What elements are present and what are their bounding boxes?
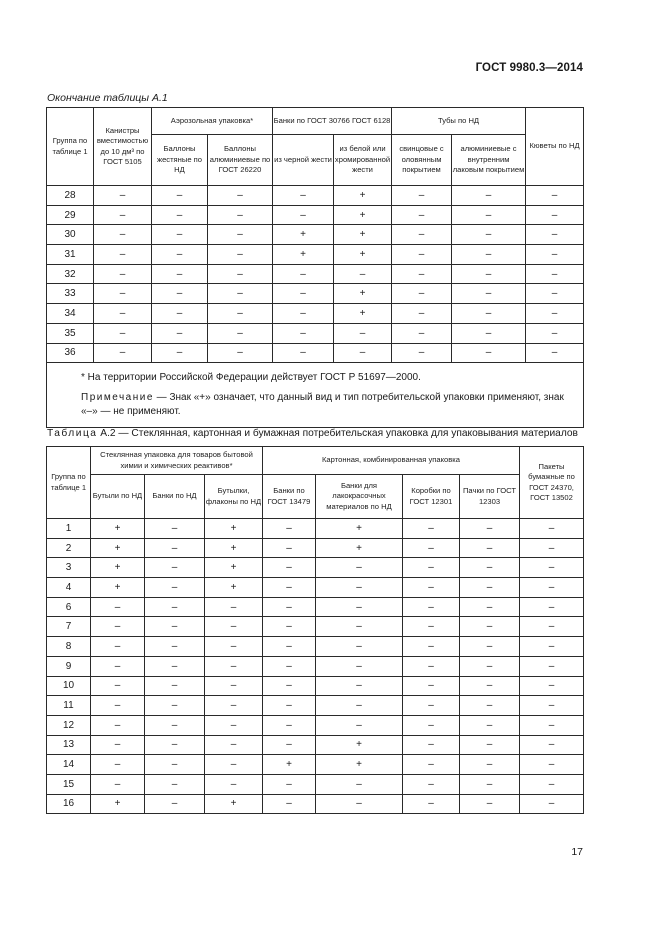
table-cell: – <box>205 715 263 735</box>
table-cell: – <box>403 794 460 814</box>
table-cell: – <box>94 186 152 206</box>
table-cell: – <box>94 284 152 304</box>
table-cell: + <box>205 538 263 558</box>
row-group-number: 32 <box>47 264 94 284</box>
header-bottles: Бутыли по НД <box>91 475 145 519</box>
table-cell: – <box>403 755 460 775</box>
row-group-number: 29 <box>47 205 94 225</box>
table-cell: – <box>452 284 526 304</box>
table-row <box>47 696 584 716</box>
table-cell: – <box>460 715 520 735</box>
note-label: Примечание <box>81 392 154 404</box>
table-cell: – <box>208 304 273 324</box>
table-cell: + <box>91 538 145 558</box>
table-cell: – <box>273 186 334 206</box>
table-cell: – <box>205 755 263 775</box>
header-cans-white: из белой или хромированной жести <box>334 135 392 186</box>
table-row <box>47 715 584 735</box>
header-group: Группа по таблице 1 <box>47 108 94 186</box>
table-cell: – <box>145 637 205 657</box>
table-cell: – <box>403 538 460 558</box>
table-cell: – <box>460 774 520 794</box>
table-cell: + <box>316 735 403 755</box>
table-cell: – <box>263 637 316 657</box>
table-cell: – <box>91 696 145 716</box>
table-cell: – <box>263 578 316 598</box>
row-group-number: 13 <box>47 735 91 755</box>
table-cell: – <box>392 304 452 324</box>
row-group-number: 15 <box>47 774 91 794</box>
table-row <box>47 755 584 775</box>
table-cell: – <box>145 715 205 735</box>
table-cell: – <box>145 578 205 598</box>
table-cell: – <box>208 343 273 363</box>
table-cell: + <box>316 755 403 775</box>
table-row <box>47 284 584 304</box>
table-cell: + <box>205 519 263 539</box>
table-cell: – <box>520 558 584 578</box>
table-cell: – <box>403 637 460 657</box>
table-cell: – <box>263 617 316 637</box>
header-group: Группа по таблице 1 <box>47 447 91 519</box>
table-cell: – <box>316 676 403 696</box>
table-cell: – <box>263 597 316 617</box>
table-cell: – <box>91 676 145 696</box>
table-row <box>47 597 584 617</box>
table-row <box>47 245 584 265</box>
table-cell: – <box>316 597 403 617</box>
table-cell: – <box>205 637 263 657</box>
row-group-number: 16 <box>47 794 91 814</box>
table-cell: – <box>91 715 145 735</box>
table1-footnote: * На территории Российской Федерации действует ГОСТ Р 51697—2000. <box>47 363 584 386</box>
table-cell: – <box>263 715 316 735</box>
header-cans-black: из черной жести <box>273 135 334 186</box>
table-cell: + <box>316 538 403 558</box>
header-aerosol-alu: Баллоны алюминиевые по ГОСТ 26220 <box>208 135 273 186</box>
row-group-number: 12 <box>47 715 91 735</box>
table-cell: – <box>273 205 334 225</box>
table-row <box>47 774 584 794</box>
table-cell: – <box>392 284 452 304</box>
table-cell: – <box>91 656 145 676</box>
table-cell: – <box>452 225 526 245</box>
table-cell: + <box>91 794 145 814</box>
table-cell: – <box>520 617 584 637</box>
table-row <box>47 735 584 755</box>
table-cell: – <box>520 597 584 617</box>
table-cell: – <box>94 245 152 265</box>
table-cell: – <box>316 774 403 794</box>
table-cell: – <box>145 558 205 578</box>
table-cell: – <box>460 676 520 696</box>
header-cuvettes: Кюветы по НД <box>526 108 584 186</box>
table-cell: – <box>452 343 526 363</box>
table-cell: – <box>91 755 145 775</box>
table-cell: – <box>273 284 334 304</box>
table-row <box>47 343 584 363</box>
table-row <box>47 323 584 343</box>
table-cell: – <box>460 696 520 716</box>
row-group-number: 2 <box>47 538 91 558</box>
table-cell: – <box>334 343 392 363</box>
table-cell: – <box>526 304 584 324</box>
row-group-number: 3 <box>47 558 91 578</box>
table-cell: – <box>91 774 145 794</box>
row-group-number: 33 <box>47 284 94 304</box>
table-row <box>47 304 584 324</box>
table-cell: – <box>208 284 273 304</box>
table-cell: – <box>403 656 460 676</box>
header-jars: Банки по НД <box>145 475 205 519</box>
table-cell: – <box>403 735 460 755</box>
table-cell: – <box>520 578 584 598</box>
table-cell: + <box>334 225 392 245</box>
table-cell: – <box>152 186 208 206</box>
table-cell: – <box>520 774 584 794</box>
table2-caption <box>47 428 578 439</box>
table-cell: – <box>403 715 460 735</box>
table-cell: – <box>520 715 584 735</box>
table-cell: – <box>316 578 403 598</box>
table-cell: – <box>334 264 392 284</box>
table-cell: – <box>208 264 273 284</box>
table-cell: – <box>152 245 208 265</box>
table-cell: – <box>263 558 316 578</box>
table-cell: – <box>392 225 452 245</box>
table-cell: – <box>520 637 584 657</box>
table-cell: – <box>526 284 584 304</box>
table-cell: – <box>460 597 520 617</box>
table-cell: – <box>205 617 263 637</box>
table-cell: + <box>205 578 263 598</box>
table-cell: – <box>403 558 460 578</box>
table-cell: – <box>452 304 526 324</box>
table-row <box>47 617 584 637</box>
table-cell: + <box>205 558 263 578</box>
table-cell: – <box>520 538 584 558</box>
table-row <box>47 225 584 245</box>
table-cell: – <box>273 343 334 363</box>
table-cell: – <box>392 245 452 265</box>
row-group-number: 36 <box>47 343 94 363</box>
table-cell: – <box>91 637 145 657</box>
table-cell: – <box>263 794 316 814</box>
header-carton-cans: Банки по ГОСТ 13479 <box>263 475 316 519</box>
table-cell: – <box>145 696 205 716</box>
table-cell: – <box>392 323 452 343</box>
table-cell: – <box>316 794 403 814</box>
table-cell: – <box>452 323 526 343</box>
table-cell: – <box>205 676 263 696</box>
table-cell: – <box>208 186 273 206</box>
table-cell: – <box>145 617 205 637</box>
table-row <box>47 578 584 598</box>
table-row <box>47 637 584 657</box>
page-number: 17 <box>571 846 583 858</box>
table-cell: + <box>334 284 392 304</box>
table-cell: – <box>526 225 584 245</box>
table-cell: – <box>273 264 334 284</box>
table-cell: – <box>91 597 145 617</box>
table-cell: – <box>526 205 584 225</box>
table-cell: – <box>263 696 316 716</box>
table-cell: – <box>520 676 584 696</box>
table-cell: – <box>263 538 316 558</box>
table-cell: – <box>94 225 152 245</box>
table-cell: + <box>263 755 316 775</box>
table-cell: – <box>145 735 205 755</box>
table-row <box>47 186 584 206</box>
table1-caption: Окончание таблицы А.1 <box>47 92 168 104</box>
table-cell: – <box>526 343 584 363</box>
table-cell: – <box>91 735 145 755</box>
table-cell: – <box>520 735 584 755</box>
header-cans: Банки по ГОСТ 30766 ГОСТ 6128 <box>273 108 392 135</box>
header-aerosol-steel: Баллоны жестяные по НД <box>152 135 208 186</box>
table-cell: – <box>520 519 584 539</box>
row-group-number: 8 <box>47 637 91 657</box>
table-a2 <box>46 446 584 814</box>
header-carton: Картонная, комбинированная упаковка <box>263 447 520 475</box>
table-cell: – <box>403 696 460 716</box>
row-group-number: 11 <box>47 696 91 716</box>
header-bags: Пакеты бумажные по ГОСТ 24370, ГОСТ 13502 <box>520 447 584 519</box>
table-cell: – <box>403 774 460 794</box>
table-cell: – <box>263 774 316 794</box>
table-cell: – <box>205 735 263 755</box>
table-cell: – <box>145 519 205 539</box>
table-cell: – <box>316 715 403 735</box>
table-cell: – <box>460 558 520 578</box>
table-cell: – <box>94 264 152 284</box>
table-cell: – <box>452 205 526 225</box>
header-glass: Стеклянная упаковка для товаров бытовой химии и химических реактивов* <box>91 447 263 475</box>
table-cell: – <box>263 519 316 539</box>
table-cell: – <box>460 519 520 539</box>
table-cell: + <box>273 225 334 245</box>
row-group-number: 6 <box>47 597 91 617</box>
table-cell: – <box>152 284 208 304</box>
row-group-number: 1 <box>47 519 91 539</box>
table-cell: – <box>94 304 152 324</box>
table-cell: – <box>316 637 403 657</box>
table-cell: – <box>392 343 452 363</box>
table-cell: – <box>208 225 273 245</box>
table-cell: – <box>403 597 460 617</box>
row-group-number: 35 <box>47 323 94 343</box>
table-cell: – <box>460 794 520 814</box>
table-cell: – <box>460 617 520 637</box>
table-row <box>47 264 584 284</box>
table-cell: + <box>205 794 263 814</box>
row-group-number: 14 <box>47 755 91 775</box>
table-cell: – <box>205 774 263 794</box>
note-text: — Знак «+» означает, что данный вид и тип потребительской упаковки применяют, знак «–» — не применяют. <box>81 392 564 418</box>
table-cell: + <box>316 519 403 539</box>
table-cell: – <box>152 264 208 284</box>
header-boxes: Коробки по ГОСТ 12301 <box>403 475 460 519</box>
table-cell: – <box>452 245 526 265</box>
table-cell: – <box>263 676 316 696</box>
table-cell: – <box>403 617 460 637</box>
table-cell: – <box>152 304 208 324</box>
table-cell: – <box>460 755 520 775</box>
table-cell: – <box>145 755 205 775</box>
row-group-number: 28 <box>47 186 94 206</box>
table-cell: + <box>91 558 145 578</box>
table-a1-end <box>46 107 584 428</box>
table-cell: – <box>526 323 584 343</box>
table-cell: – <box>205 656 263 676</box>
table-row <box>47 676 584 696</box>
row-group-number: 34 <box>47 304 94 324</box>
table-cell: – <box>460 578 520 598</box>
table-cell: – <box>403 578 460 598</box>
table-cell: – <box>145 676 205 696</box>
table-cell: – <box>520 656 584 676</box>
table-cell: – <box>152 323 208 343</box>
table-cell: – <box>334 323 392 343</box>
header-tubes: Тубы по НД <box>392 108 526 135</box>
row-group-number: 9 <box>47 656 91 676</box>
table-cell: – <box>263 735 316 755</box>
header-packs: Пачки по ГОСТ 12303 <box>460 475 520 519</box>
table-cell: – <box>152 205 208 225</box>
table-cell: – <box>452 186 526 206</box>
table-cell: – <box>263 656 316 676</box>
row-group-number: 10 <box>47 676 91 696</box>
table-cell: – <box>452 264 526 284</box>
table-cell: – <box>526 264 584 284</box>
table-cell: – <box>520 696 584 716</box>
table-cell: + <box>273 245 334 265</box>
table-cell: – <box>273 304 334 324</box>
table-row <box>47 538 584 558</box>
table-cell: – <box>403 519 460 539</box>
table-cell: – <box>460 735 520 755</box>
table-cell: – <box>392 186 452 206</box>
row-group-number: 7 <box>47 617 91 637</box>
table-cell: – <box>94 205 152 225</box>
table-row <box>47 519 584 539</box>
header-tubes-tin: свинцовые с оловянным покрытием <box>392 135 452 186</box>
table-cell: – <box>152 225 208 245</box>
table-cell: – <box>145 597 205 617</box>
table-cell: – <box>91 617 145 637</box>
table-cell: – <box>208 205 273 225</box>
table2-caption-label: Таблица <box>47 428 98 439</box>
table-cell: + <box>91 519 145 539</box>
table-cell: – <box>94 323 152 343</box>
table-cell: – <box>94 343 152 363</box>
table-cell: – <box>205 597 263 617</box>
table-cell: – <box>460 538 520 558</box>
table-row <box>47 656 584 676</box>
table-cell: – <box>208 323 273 343</box>
table-cell: – <box>520 794 584 814</box>
header-canisters: Канистры вместимостью до 10 дм³ по ГОСТ 5105 <box>94 108 152 186</box>
table-cell: – <box>392 205 452 225</box>
row-group-number: 30 <box>47 225 94 245</box>
table-cell: + <box>334 304 392 324</box>
table-cell: – <box>316 696 403 716</box>
table-cell: – <box>145 774 205 794</box>
table1-note <box>47 385 584 428</box>
table-cell: – <box>520 755 584 775</box>
table-row <box>47 794 584 814</box>
table-cell: – <box>152 343 208 363</box>
header-carton-paint: Банки для лакокрасочных материалов по НД <box>316 475 403 519</box>
table-cell: – <box>208 245 273 265</box>
table-cell: – <box>316 617 403 637</box>
row-group-number: 31 <box>47 245 94 265</box>
table-cell: + <box>334 245 392 265</box>
table-cell: – <box>316 558 403 578</box>
header-flasks: Бутылки, флаконы по НД <box>205 475 263 519</box>
table-cell: + <box>91 578 145 598</box>
table-cell: – <box>205 696 263 716</box>
table-cell: – <box>460 637 520 657</box>
row-group-number: 4 <box>47 578 91 598</box>
table-cell: – <box>460 656 520 676</box>
table-cell: + <box>334 186 392 206</box>
document-code: ГОСТ 9980.3—2014 <box>475 62 583 74</box>
header-tubes-alu: алюминиевые с внутренним лаковым покрытием <box>452 135 526 186</box>
table-cell: – <box>145 794 205 814</box>
table-cell: + <box>334 205 392 225</box>
table-cell: – <box>273 323 334 343</box>
table-cell: – <box>403 676 460 696</box>
table-cell: – <box>145 656 205 676</box>
table-cell: – <box>392 264 452 284</box>
table-cell: – <box>526 186 584 206</box>
table-cell: – <box>316 656 403 676</box>
table-cell: – <box>526 245 584 265</box>
table-row <box>47 205 584 225</box>
table-row <box>47 558 584 578</box>
header-aerosol: Аэрозольная упаковка* <box>152 108 273 135</box>
table2-caption-text: А.2 — Стеклянная, картонная и бумажная потребительская упаковка для упаковывания материалов <box>97 428 578 439</box>
table-cell: – <box>145 538 205 558</box>
